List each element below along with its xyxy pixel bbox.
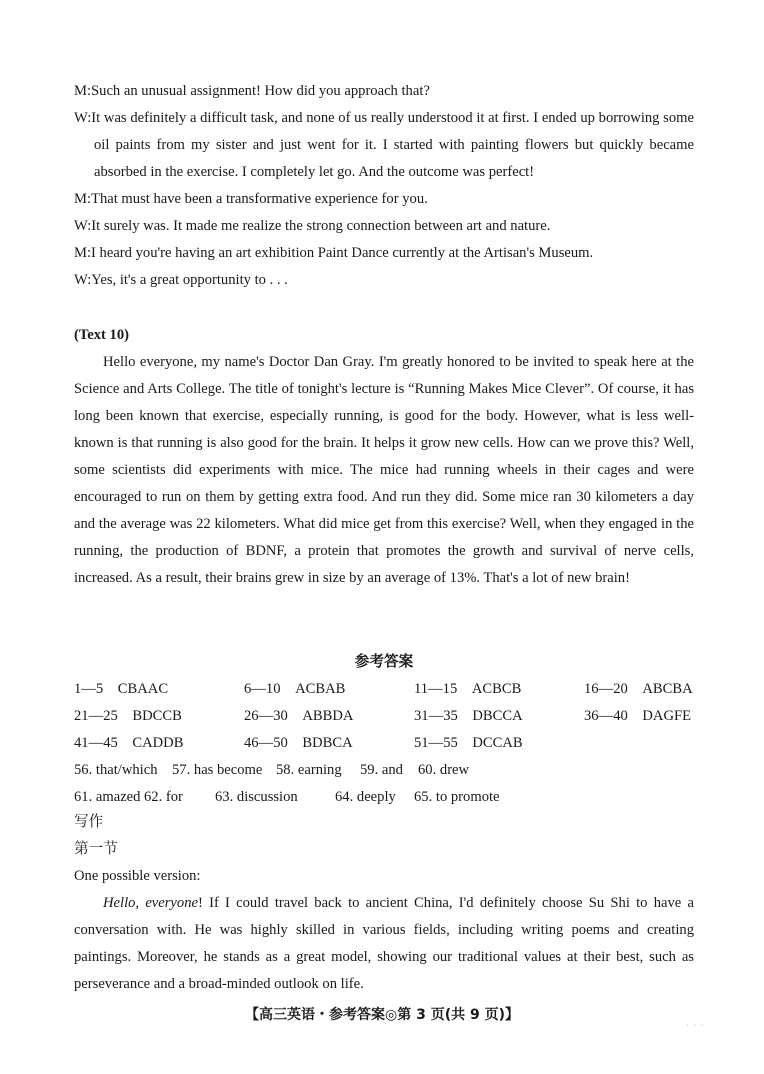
dialogue-line: M:That must have been a transformative experience for you. <box>74 191 428 207</box>
writing-section <box>74 809 694 998</box>
answer-row <box>74 703 694 730</box>
answer-row <box>74 676 694 703</box>
writing-body: ! If I could travel back to ancient China, I'd definitely choose Su Shi to have a conversation with. He was highly skilled in various fields, including writing poems and creating paintings. Moreover, he stands as a great model, showing our traditional values at their best, such as perseverance and a broad-minded outlook on life. <box>74 895 694 992</box>
answer-row <box>74 730 694 757</box>
fill-answer: 61. amazed <box>74 789 141 805</box>
dialogue-line: W:It surely was. It made me realize the strong connection between art and nature. <box>74 218 551 234</box>
writing-section-label: 第一节 <box>74 841 118 857</box>
answer-group: 16—20 ABCBA <box>584 681 693 697</box>
writing-title: 写作 <box>74 814 104 830</box>
greeting: Hello, everyone <box>103 895 198 911</box>
fill-answer: 64. deeply <box>335 789 396 805</box>
answer-key-title: 参考答案 <box>354 654 414 670</box>
answer-group: 1—5 CBAAC <box>74 681 169 697</box>
text10-section <box>74 322 694 592</box>
fill-answer: 56. that/which <box>74 762 158 778</box>
answer-group: 26—30 ABBDA <box>244 708 354 724</box>
fill-answer: 59. and <box>360 762 403 778</box>
answer-group: 51—55 DCCAB <box>414 735 523 751</box>
fill-answer: 58. earning <box>276 762 342 778</box>
writing-paragraph <box>74 890 694 998</box>
fill-answer: 60. drew <box>418 762 470 778</box>
corner-mark: · · · <box>686 1020 705 1030</box>
answer-group: 21—25 BDCCB <box>74 708 182 724</box>
dialogue-line: M:I heard you're having an art exhibition Paint Dance currently at the Artisan's Museum. <box>74 245 594 261</box>
answer-key-section <box>74 649 694 811</box>
fill-answer: 63. discussion <box>215 789 298 805</box>
answer-group: 6—10 ACBAB <box>244 681 346 697</box>
fill-answer-row <box>74 757 694 784</box>
dialogue-line: W:It was definitely a difficult task, and none of us really understood it at first. I ended up borrowing some oil paints from my sister and just went for it. I started with painting flowers but quickly became absorbed in the exercise. I completely let go. And the outcome was perfect! <box>74 110 694 180</box>
fill-answer: 57. has become <box>172 762 263 778</box>
answer-group: 41—45 CADDB <box>74 735 184 751</box>
page-footer: 【高三英语・参考答案◎第 3 页(共 9 页)】 <box>245 1007 519 1023</box>
dialogue-section <box>74 78 694 294</box>
answer-group: 31—35 DBCCA <box>414 708 523 724</box>
version-label: One possible version: <box>74 868 201 884</box>
answer-group: 46—50 BDBCA <box>244 735 353 751</box>
fill-answer-row <box>74 784 694 811</box>
dialogue-line: W:Yes, it's a great opportunity to . . . <box>74 272 288 288</box>
text10-heading: (Text 10) <box>74 327 129 343</box>
text10-paragraph: Hello everyone, my name's Doctor Dan Gray. I'm greatly honored to be invited to speak here at the Science and Arts College. The title of tonight's lecture is “Running Makes Mice Clever”. Of course, it has long been known that exercise, especially running, is good for the body. However, what is less well-known is that running is also good for the brain. It helps it grow new cells. How can we prove this? Well, some scientists did experiments with mice. The mice had running wheels in their cages and were encouraged to run on them by getting extra food. And run they did. Some mice ran 30 kilometers a day and the average was 22 kilometers. What did mice get from this exercise? Well, when they engaged in the running, the production of BDNF, a protein that promotes the growth and survival of nerve cells, increased. As a result, their brains grew in size by an average of 13%. That's a lot of new brain! <box>74 354 694 586</box>
answer-group: 36—40 DAGFE <box>584 708 692 724</box>
dialogue-line: M:Such an unusual assignment! How did you approach that? <box>74 83 430 99</box>
fill-answer: 62. for <box>144 789 183 805</box>
answer-group: 11—15 ACBCB <box>414 681 522 697</box>
fill-answer: 65. to promote <box>414 789 500 805</box>
